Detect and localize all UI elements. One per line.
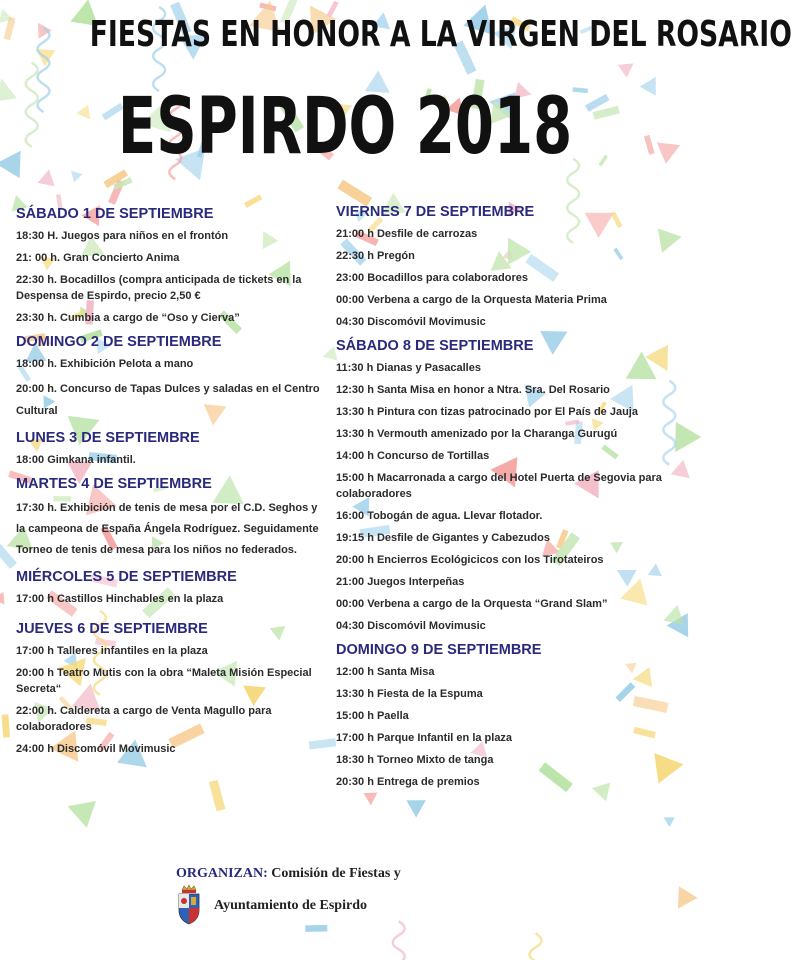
streamer xyxy=(37,28,49,112)
confetti-piece xyxy=(669,886,698,914)
day-block xyxy=(336,642,686,790)
event-item: 16:00 Tobogán de agua. Llevar flotador. xyxy=(336,510,543,522)
coat-of-arms-icon xyxy=(176,884,202,926)
day-block xyxy=(16,569,328,607)
event-item: 21:00 h Desfile de carrozas xyxy=(336,228,478,240)
event-item: 12:30 h Santa Misa en honor a Ntra. Sra. Del Rosario xyxy=(336,384,610,396)
event-item: 13:30 h Vermouth amenizado por la Charanga Gurugú xyxy=(336,428,618,440)
confetti-piece xyxy=(63,793,96,828)
day-block xyxy=(16,334,328,422)
organizers-line xyxy=(176,866,401,882)
confetti-piece xyxy=(305,925,327,932)
schedule-right-column xyxy=(336,204,686,798)
event-item: 23:30 h. Cumbia a cargo de “Oso y Cierva” xyxy=(16,312,240,324)
event-item: 17:00 h Parque Infantil en la plaza xyxy=(336,732,513,744)
event-item: 24:00 h Discomóvil Movimusic xyxy=(16,743,176,755)
day-heading: LUNES 3 DE SEPTIEMBRE xyxy=(16,430,200,446)
event-item: 18:00 h. Exhibición Pelota a mano xyxy=(16,358,194,370)
event-item: 13:30 h Pintura con tizas patrocinado por El País de Jauja xyxy=(336,406,638,418)
event-item: 04:30 Discomóvil Movimusic xyxy=(336,316,486,328)
event-item: 18:00 Gimkana infantil. xyxy=(16,454,136,466)
event-item: 04:30 Discomóvil Movimusic xyxy=(336,620,486,632)
confetti-piece xyxy=(2,714,10,737)
event-item: 13:30 h Fiesta de la Espuma xyxy=(336,688,483,700)
event-item: 22:30 h. Bocadillos (compra anticipada de tickets en la Despensa de Espirdo, precio 2,50 € xyxy=(16,274,302,302)
event-item: 12:00 h Santa Misa xyxy=(336,666,435,678)
confetti-piece xyxy=(618,57,638,78)
confetti-piece xyxy=(209,780,226,812)
event-item: 11:30 h Dianas y Pasacalles xyxy=(336,362,481,374)
event-item: 20:00 h Teatro Mutis con la obra “Maleta Misión Especial Secreta“ xyxy=(16,667,312,695)
event-item: 15:00 h Paella xyxy=(336,710,409,722)
day-block xyxy=(16,621,328,757)
day-heading: DOMINGO 2 DE SEPTIEMBRE xyxy=(16,334,222,350)
confetti-piece xyxy=(598,154,608,166)
day-heading: JUEVES 6 DE SEPTIEMBRE xyxy=(16,621,208,637)
day-block xyxy=(336,204,686,330)
day-heading: MIÉRCOLES 5 DE SEPTIEMBRE xyxy=(16,569,237,585)
event-item: 22:00 h. Caldereta a cargo de Venta Magullo para colaboradores xyxy=(16,705,272,733)
event-item: 22:30 h Pregón xyxy=(336,250,415,262)
schedule-left-column xyxy=(16,206,328,765)
day-heading: VIERNES 7 DE SEPTIEMBRE xyxy=(336,204,535,220)
day-block xyxy=(16,430,328,468)
organizers-label: ORGANIZAN: xyxy=(176,866,268,881)
confetti-piece xyxy=(644,135,655,155)
event-item: 14:00 h Concurso de Tortillas xyxy=(336,450,490,462)
event-item: 15:00 h Macarronada a cargo del Hotel Puerta de Segovia para colaboradores xyxy=(336,472,662,500)
confetti-piece xyxy=(406,800,426,817)
day-block xyxy=(16,206,328,326)
poster-title: FIESTAS EN HONOR A LA VIRGEN DEL ROSARIO xyxy=(89,14,792,55)
confetti-piece xyxy=(38,168,58,186)
day-heading: SÁBADO 8 DE SEPTIEMBRE xyxy=(336,338,534,354)
confetti-piece xyxy=(337,180,372,207)
event-item: 17:00 h Castillos Hinchables en la plaza xyxy=(16,593,224,605)
event-item: 00:00 Verbena a cargo de la Orquesta “Grand Slam” xyxy=(336,598,608,610)
event-item: 20:00 h. Concurso de Tapas Dulces y saladas en el Centro Cultural xyxy=(16,383,320,417)
confetti-piece xyxy=(76,105,96,124)
streamer xyxy=(530,933,542,960)
confetti-piece xyxy=(0,150,21,178)
confetti-piece xyxy=(661,813,675,827)
event-item: 18:30 h Torneo Mixto de tanga xyxy=(336,754,494,766)
poster-subtitle: ESPIRDO 2018 xyxy=(117,82,573,172)
event-item: 19:15 h Desfile de Gigantes y Cabezudos xyxy=(336,532,550,544)
event-item: 23:00 Bocadillos para colaboradores xyxy=(336,272,528,284)
event-item: 21:00 Juegos Interpeñas xyxy=(336,576,465,588)
event-item: 18:30 H. Juegos para niños en el frontón xyxy=(16,230,229,242)
confetti-piece xyxy=(657,134,685,163)
confetti-piece xyxy=(593,106,620,120)
confetti-piece xyxy=(640,72,664,95)
event-item: 20:30 h Entrega de premios xyxy=(336,776,480,788)
event-item: 21: 00 h. Gran Concierto Anima xyxy=(16,252,180,264)
confetti-piece xyxy=(67,167,83,183)
event-item: 17:30 h. Exhibición de tenis de mesa por el C.D. Seghos y la campeona de España Ángela Rodríguez. Seguidamente Torneo de tenis de mesa para los niños no federados. xyxy=(16,502,319,556)
event-item: 00:00 Verbena a cargo de la Orquesta Materia Prima xyxy=(336,294,607,306)
organizers-line-2: Ayuntamiento de Espirdo xyxy=(214,898,367,913)
organizers-text: Comisión de Fiestas y xyxy=(267,866,401,881)
streamer xyxy=(26,63,38,147)
confetti-piece xyxy=(0,77,17,102)
day-heading: DOMINGO 9 DE SEPTIEMBRE xyxy=(336,642,542,658)
confetti-piece xyxy=(0,592,10,608)
event-item: 17:00 h Talleres infantiles en la plaza xyxy=(16,645,208,657)
day-heading: MARTES 4 DE SEPTIEMBRE xyxy=(16,476,212,492)
day-block xyxy=(16,476,328,561)
day-heading: SÁBADO 1 DE SEPTIEMBRE xyxy=(16,206,214,222)
event-item: 20:00 h Encierros Ecológicicos con los Tirotateiros xyxy=(336,554,604,566)
day-block xyxy=(336,338,686,634)
streamer xyxy=(393,921,405,960)
